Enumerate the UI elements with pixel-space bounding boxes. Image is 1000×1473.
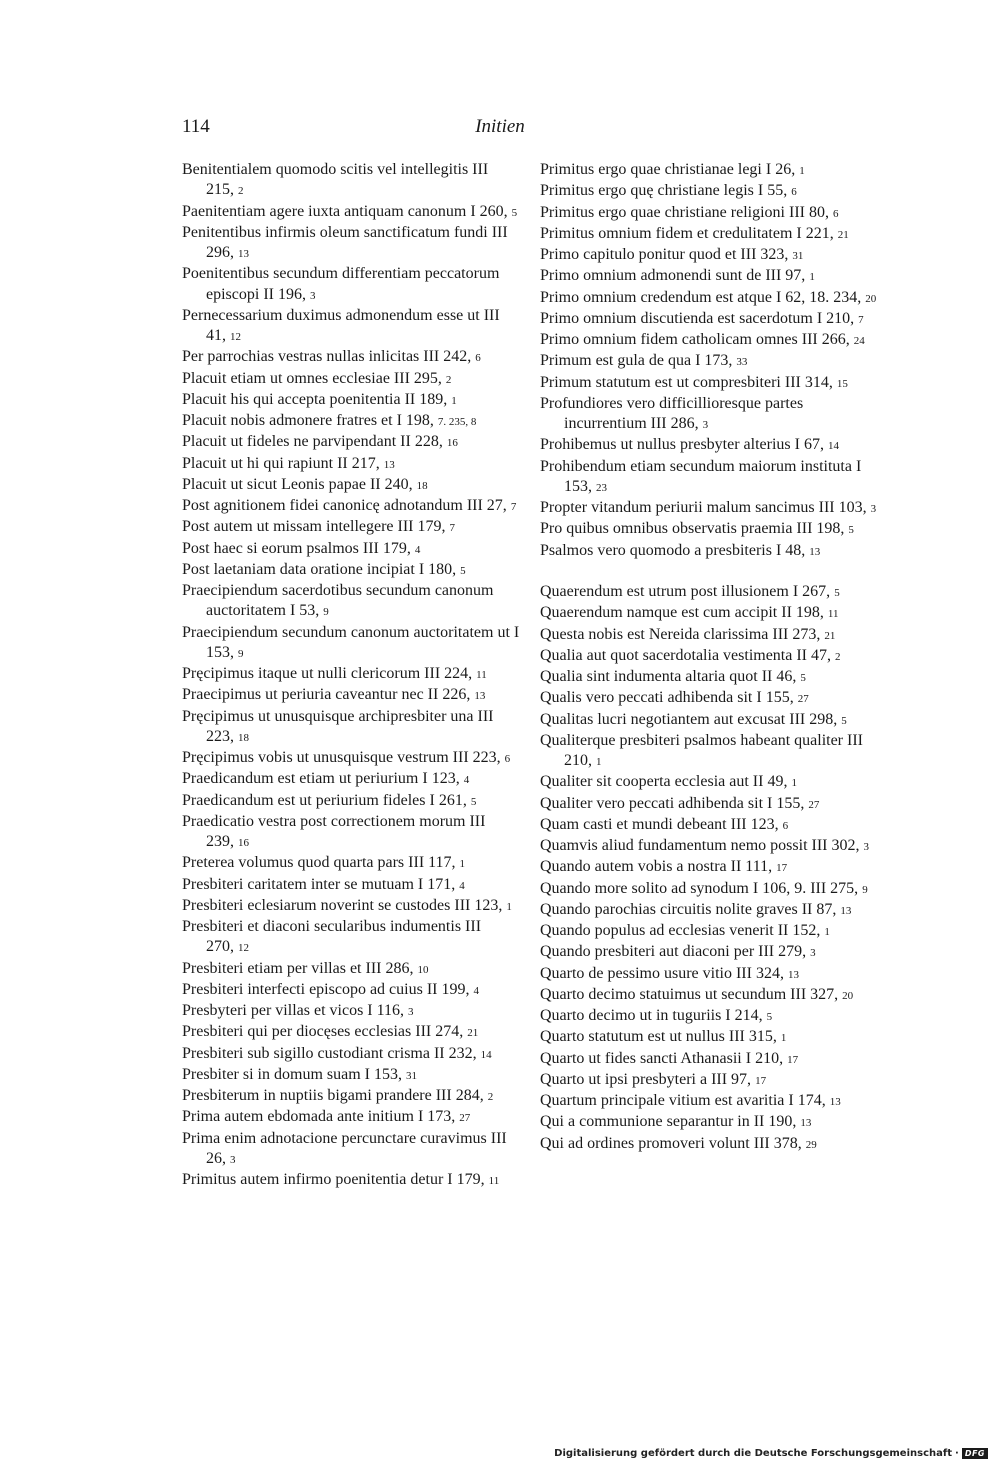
entry-text: Primo omnium credendum est atque I 62, 18. 234, [540,288,862,306]
entry-text: Primitus ergo quae christiane religioni III 80, [540,203,829,221]
entry-text: Qualis vero peccati adhibenda sit I 155, [540,689,794,707]
index-entry [540,309,885,330]
index-entry [540,224,885,245]
index-entry [182,496,527,517]
entry-line-number: 3 [870,503,877,515]
entry-line-number: 13 [238,248,249,260]
entry-text: Primitus omnium fidem et credulitatem I 221, [540,224,834,242]
entry-line-number: 17 [787,1053,799,1066]
index-entry [540,1091,885,1112]
entry-text: Presbiteri qui per diocęses ecclesias III 274, [182,1023,464,1041]
entry-text: Qui ad ordines promoveri volunt III 378, [540,1134,802,1152]
index-entry [182,223,527,265]
entry-text: Qualia aut quot sacerdotalia vestimenta II 47, [540,646,832,664]
entry-text: Quando populus ad ecclesias venerit II 152, [540,922,821,939]
index-entry [182,623,527,665]
index-entry [540,603,885,624]
index-entry [540,181,885,202]
entry-line-number: 31 [792,250,804,262]
entry-line-number: 29 [805,1138,817,1151]
index-entry [540,710,885,731]
entry-line-number: 10 [417,963,429,976]
entry-text: Presbiter si in domum suam I 153, [182,1065,402,1083]
index-entry [540,688,885,709]
entry-text: Qualiterque presbiteri psalmos habeant qualiter III 210, [540,731,863,769]
index-entry [182,454,527,475]
entry-text: Placuit ut sicut Leonis papae II 240, [182,475,413,493]
index-entry [182,707,527,749]
index-entry [540,1049,885,1070]
entry-text: Placuit ut fideles ne parvipendant II 228, [182,433,443,451]
entry-text: Placuit nobis admonere fratres et I 198, [182,412,434,429]
entry-line-number: 4 [414,543,421,556]
index-entry [182,1170,527,1191]
entry-line-number: 16 [446,437,458,450]
entry-line-number: 5 [848,524,854,537]
entry-text: Qualiter vero peccati adhibenda sit I 155, [540,794,805,812]
index-entry [540,288,885,309]
entry-line-number: 13 [800,1117,812,1130]
index-entry [540,1134,885,1155]
index-entry [540,857,885,878]
entry-line-number: 31 [405,1069,417,1082]
dfg-logo: DFG [962,1448,988,1459]
entry-text: Quamvis aliud fundamentum nemo possit III 302, [540,837,860,854]
entry-line-number: 17 [776,862,788,875]
index-entry [182,748,527,769]
index-entry [182,959,527,980]
entry-text: Presbyteri per villas et vicos I 116, [182,1002,405,1019]
entry-line-number: 13 [787,968,799,981]
entry-text: Propter vitandum periurii malum sancimus III 103, [540,499,867,516]
entry-line-number: 13 [840,904,852,917]
index-entry [182,917,527,959]
index-entry [182,160,527,202]
entry-line-number: 14 [480,1048,492,1061]
index-entry [182,369,527,390]
entry-line-number: 13 [383,458,395,471]
entry-text: Prohibendum etiam secundum maiorum instituta I 153, [540,457,862,495]
entry-line-number: 4 [463,774,470,787]
entry-text: Qualiter sit cooperta ecclesia aut II 49, [540,773,788,791]
entry-line-number: 3 [408,1006,414,1018]
entry-text: Quarto decimo ut in tuguriis I 214, [540,1007,763,1024]
index-entry [182,432,527,453]
entry-text: Placuit ut hi qui rapiunt II 217, [182,454,380,472]
entry-text: Quando presbiteri aut diaconi per III 279, [540,943,807,961]
entry-text: Penitentibus infirmis oleum sanctificatum fundi III 296, [182,223,508,261]
index-entry [540,625,885,646]
index-entry [182,896,527,917]
index-entry [540,457,885,499]
entry-text: Quam casti et mundi debeant III 123, [540,815,779,833]
entry-text: Profundiores vero difficillioresque partes incurrentium III 286, [540,394,804,432]
entry-text: Quando more solito ad synodum I 106, 9. III 275, [540,879,859,897]
index-entry [540,1112,885,1133]
entry-line-number: 6 [504,753,511,765]
index-entry [182,664,527,685]
index-entry [540,964,885,985]
entry-text: Presbiteri interfecti episcopo ad cuius II 199, [182,980,470,998]
entry-text: Placuit etiam ut omnes ecclesiae III 295, [182,369,442,387]
index-entry [540,879,885,900]
entry-text: Primitus autem infirmo poenitentia detur I 179, [182,1171,485,1188]
entry-text: Qualitas lucri negotiantem aut excusat III 298, [540,710,838,728]
entry-line-number: 1 [451,394,457,407]
entry-line-number: 1 [780,1032,787,1045]
index-entry [540,815,885,836]
entry-text: Per parrochias vestras nullas inlicitas III 242, [182,348,472,366]
running-head: Initien [475,116,525,137]
entry-line-number: 6 [782,819,789,832]
entry-line-number: 7 [858,313,864,326]
entry-text: Quartum principale vitium est avaritia I 174, [540,1092,826,1109]
index-entry [540,921,885,942]
entry-line-number: 12 [238,942,249,955]
index-entry [540,1070,885,1091]
entry-line-number: 5 [834,587,840,599]
entry-text: Presbiteri et diaconi secularibus indumentis III 270, [182,918,482,956]
entry-line-number: 18 [238,731,249,744]
entry-text: Pręcipimus ut unusquisque archipresbiter una III 223, [182,707,494,745]
entry-text: Praecipimus ut periuria caveantur nec II 226, [182,686,471,704]
index-entry [182,1044,527,1065]
entry-line-number: 5 [766,1011,773,1023]
entry-text: Praecipiendum sacerdotibus secundum canonum auctoritatem I 53, [182,582,494,620]
index-entry [182,1022,527,1043]
entry-text: Primum est gula de qua I 173, [540,352,733,370]
entry-text: Post autem ut missam intellegere III 179, [182,518,446,536]
entry-line-number: 11 [827,608,839,621]
entry-line-number: 16 [238,837,249,849]
entry-line-number: 5 [470,795,477,808]
entry-line-number: 15 [836,377,848,390]
entry-line-number: 1 [809,271,815,284]
entry-line-number: 1 [459,858,466,871]
entry-text: Praedicandum est etiam ut periurium I 123, [182,770,460,788]
entry-line-number: 27 [808,798,820,811]
entry-text: Quarto decimo statuimus ut secundum III 327, [540,985,839,1003]
entry-text: Placuit his qui accepta poenitentia II 189, [182,390,448,408]
index-entry [182,1086,527,1107]
index-entry [540,394,885,436]
entry-line-number: 2 [238,185,244,198]
entry-line-number: 2 [445,373,452,386]
index-entry [540,900,885,921]
entry-line-number: 5 [800,672,806,684]
entry-line-number: 24 [853,335,865,347]
entry-text: Prima autem ebdomada ante initium I 173, [182,1108,456,1126]
entry-text: Quando autem vobis a nostra II 111, [540,858,773,876]
entry-text: Quarto ut ipsi presbyteri a III 97, [540,1070,752,1088]
index-column-right [540,160,885,1155]
index-entry [540,203,885,224]
entry-text: Praecipiendum secundum canonum auctoritatem ut I 153, [182,623,520,661]
index-entry [182,1129,527,1171]
entry-line-number: 1 [506,900,512,913]
index-entry [540,330,885,351]
entry-line-number: 21 [824,629,836,642]
index-entry [540,519,885,540]
entry-line-number: 11 [476,669,487,681]
index-entry [182,202,527,223]
index-entry [182,812,527,854]
index-entry [182,539,527,560]
entry-text: Qui a communione separantur in II 190, [540,1113,797,1131]
entry-text: Pernecessarium duximus admonendum esse ut III 41, [182,306,500,344]
entry-text: Presbiteri sub sigillo custodiant crisma II 232, [182,1044,477,1062]
entry-text: Quarto ut fides sancti Athanasii I 210, [540,1049,784,1067]
index-entry [182,560,527,581]
entry-text: Presbiteri etiam per villas et III 286, [182,959,414,977]
index-entry [540,985,885,1006]
index-entry [540,646,885,667]
entry-line-number: 20 [842,989,854,1002]
entry-text: Post laetaniam data oratione incipiat I 180, [182,560,457,578]
entry-line-number: 3 [309,289,316,302]
section-gap [540,562,885,582]
entry-line-number: 12 [230,331,241,343]
entry-text: Post haec si eorum psalmos III 179, [182,539,411,557]
entry-line-number: 6 [475,352,481,365]
entry-line-number: 6 [791,186,797,199]
entry-line-number: 3 [702,419,709,431]
index-entry [182,264,527,306]
index-entry [182,517,527,538]
index-entry [540,160,885,181]
index-entry [182,769,527,790]
entry-line-number: 2 [835,650,841,663]
index-entry [540,942,885,963]
index-entry [182,411,527,432]
index-entry [540,1027,885,1048]
entry-line-number: 17 [755,1074,767,1087]
index-entry [540,541,885,562]
entry-line-number: 21 [837,228,849,241]
entry-line-number: 3 [810,947,816,960]
index-entry [182,1065,527,1086]
index-entry [540,373,885,394]
entry-text: Presbiterum in nuptiis bigami prandere III 284, [182,1087,484,1104]
entry-text: Quando parochias circuitis nolite graves II 87, [540,900,837,918]
index-entry [182,685,527,706]
entry-line-number: 4 [473,984,479,997]
entry-line-number: 1 [824,926,830,938]
entry-text: Pręcipimus vobis ut unusquisque vestrum III 223, [182,749,501,766]
entry-text: Quarto de pessimo usure vitio III 324, [540,964,784,982]
entry-text: Benitentialem quomodo scitis vel intellegitis III 215, [182,161,489,199]
entry-line-number: 7. 235, 8 [437,416,477,428]
entry-text: Praedicandum est ut periurium fideles I 261, [182,791,467,809]
entry-line-number: 3 [230,1153,236,1166]
entry-line-number: 9 [862,883,868,896]
index-entry [540,245,885,266]
index-entry [540,1006,885,1027]
index-entry [540,772,885,793]
entry-text: Pręcipimus itaque ut nulli clericorum III 224, [182,665,473,682]
footer-credit [554,1448,988,1459]
entry-line-number: 13 [809,545,821,558]
entry-line-number: 7 [510,501,517,513]
entry-text: Qualia sint indumenta altaria quot II 46, [540,668,797,685]
index-entry [182,390,527,411]
entry-text: Paenitentiam agere iuxta antiquam canonum I 260, [182,202,508,220]
index-entry [540,794,885,815]
index-column-left [182,160,527,1191]
index-entry [540,266,885,287]
index-entry [182,1001,527,1022]
entry-text: Questa nobis est Nereida clarissima III 273, [540,625,821,643]
entry-line-number: 3 [863,841,870,853]
index-entry [540,498,885,519]
entry-line-number: 9 [323,606,329,619]
entry-line-number: 7 [449,522,455,535]
index-entry [540,667,885,688]
entry-text: Primum statutum est ut compresbiteri III 314, [540,373,833,391]
entry-text: Praedicatio vestra post correctionem morum III 239, [182,812,486,850]
index-entry [182,1107,527,1128]
index-entry [540,836,885,857]
entry-text: Pro quibus omnibus observatis praemia III 198, [540,520,845,538]
entry-text: Primo omnium admonendi sunt de III 97, [540,267,806,285]
index-entry [182,791,527,812]
entry-line-number: 2 [487,1091,494,1103]
page-number: 114 [182,116,210,137]
entry-text: Primitus ergo quae christianae legi I 26, [540,161,796,178]
entry-line-number: 23 [596,481,607,494]
entry-line-number: 11 [488,1175,500,1187]
entry-text: Post agnitionem fidei canonicę adnotandum III 27, [182,497,507,514]
entry-line-number: 13 [474,690,486,703]
entry-line-number: 5 [460,564,466,577]
index-entry [540,731,885,773]
index-entry [182,853,527,874]
index-entry [540,351,885,372]
entry-text: Quaerendum est utrum post illusionem I 267, [540,583,831,600]
entry-text: Quaerendum namque est cum accipit II 198, [540,604,824,622]
entry-text: Primo capitulo ponitur quod et III 323, [540,246,789,263]
entry-line-number: 9 [238,647,244,660]
index-entry [182,475,527,496]
entry-line-number: 1 [596,756,602,768]
index-entry [182,347,527,368]
entry-line-number: 20 [865,292,877,305]
index-entry [182,306,527,348]
entry-line-number: 18 [416,479,428,492]
footer-separator: · [955,1448,959,1459]
entry-line-number: 27 [797,693,809,706]
entry-text: Prima enim adnotacione percunctare curavimus III 26, [182,1129,507,1167]
entry-line-number: 13 [829,1096,841,1108]
entry-line-number: 21 [467,1027,479,1040]
entry-text: Primo omnium fidem catholicam omnes III 266, [540,331,850,348]
entry-line-number: 33 [736,356,748,369]
entry-line-number: 5 [841,714,847,727]
entry-text: Preterea volumus quod quarta pars III 117, [182,854,456,872]
entry-text: Primo omnium discutienda est sacerdotum I 210, [540,309,855,327]
index-entry [182,980,527,1001]
entry-text: Quarto statutum est ut nullus III 315, [540,1028,777,1046]
index-entry [540,435,885,456]
entry-text: Psalmos vero quomodo a presbiteris I 48, [540,541,806,559]
entry-line-number: 1 [799,165,805,177]
entry-line-number: 5 [511,206,518,219]
entry-line-number: 14 [827,440,839,453]
entry-line-number: 4 [459,879,465,892]
entry-text: Presbiteri eclesiarum noverint se custodes III 123, [182,896,503,914]
index-entry [182,875,527,896]
entry-text: Prohibemus ut nullus presbyter alterius I 67, [540,436,824,454]
entry-line-number: 27 [459,1112,471,1125]
entry-text: Presbiteri caritatem inter se mutuam I 171, [182,875,456,893]
footer-text: Digitalisierung gefördert durch die Deutsche Forschungsgemeinschaft [554,1448,953,1459]
index-entry [182,581,527,623]
entry-text: Primitus ergo quę christiane legis I 55, [540,182,788,200]
entry-line-number: 1 [791,777,797,790]
index-entry [540,582,885,603]
entry-text: Poenitentibus secundum differentiam peccatorum episcopi II 196, [182,265,500,303]
entry-line-number: 6 [832,207,839,220]
